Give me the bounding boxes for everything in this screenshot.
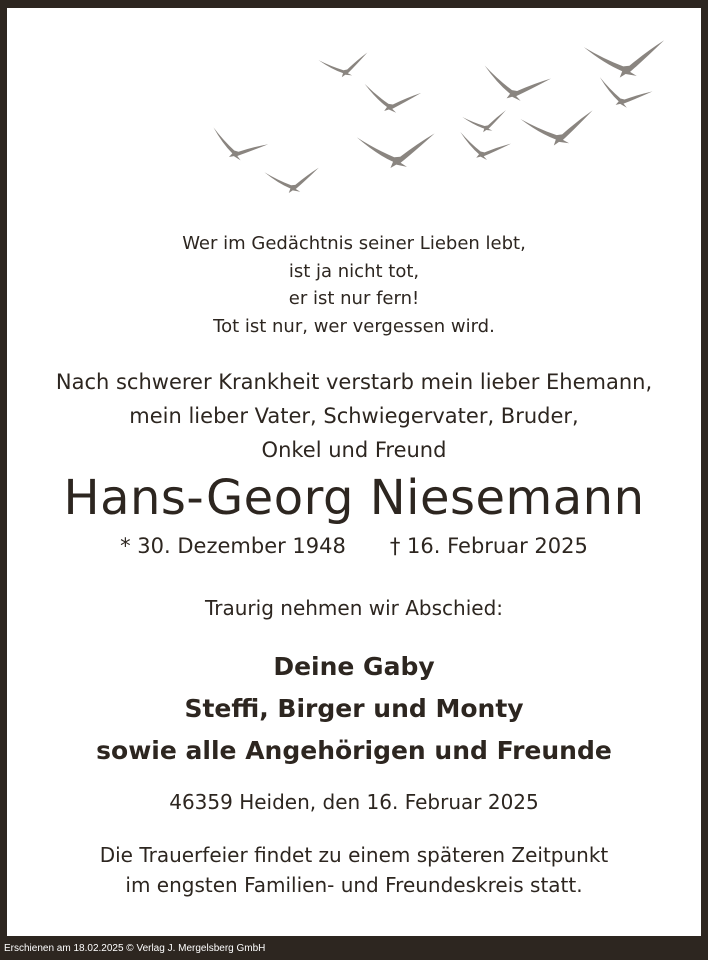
deceased-name: Hans-Georg Niesemann	[63, 470, 645, 526]
birth-date: * 30. Dezember 1948	[120, 534, 346, 558]
mourner-entry: sowie alle Angehörigen und Freunde	[96, 736, 612, 765]
farewell-line: Traurig nehmen wir Abschied:	[205, 596, 503, 620]
poem-line: er ist nur fern!	[288, 288, 420, 309]
poem-line: Wer im Gedächtnis seiner Lieben lebt,	[182, 233, 526, 254]
death-date: † 16. Februar 2025	[389, 534, 588, 558]
announcement-line: mein lieber Vater, Schwiegervater, Bruder,	[129, 404, 579, 428]
mourners-list	[7, 646, 701, 772]
poem	[7, 230, 701, 340]
service-line: Die Trauerfeier findet zu einem späteren Zeitpunkt	[99, 843, 609, 867]
announcement-line: Onkel und Freund	[261, 438, 447, 462]
life-dates	[7, 530, 701, 562]
birds-illustration	[7, 8, 701, 228]
poem-line: ist ja nicht tot,	[288, 260, 420, 282]
poem-line: Tot ist nur, wer vergessen wird.	[213, 315, 495, 337]
publication-credit: Erschienen am 18.02.2025 © Verlag J. Mergelsberg GmbH	[4, 943, 266, 954]
announcement-line: Nach schwerer Krankheit verstarb mein lieber Ehemann,	[55, 370, 653, 394]
gull-flock	[207, 39, 668, 196]
obituary-card	[7, 8, 701, 936]
death-announcement	[7, 365, 701, 467]
mourner-entry: Deine Gaby	[273, 652, 435, 681]
mourner-entry: Steffi, Birger und Monty	[184, 694, 524, 723]
place-and-date: 46359 Heiden, den 16. Februar 2025	[169, 790, 539, 814]
service-notice	[7, 840, 701, 900]
service-line: im engsten Familien- und Freundeskreis statt.	[125, 873, 583, 897]
